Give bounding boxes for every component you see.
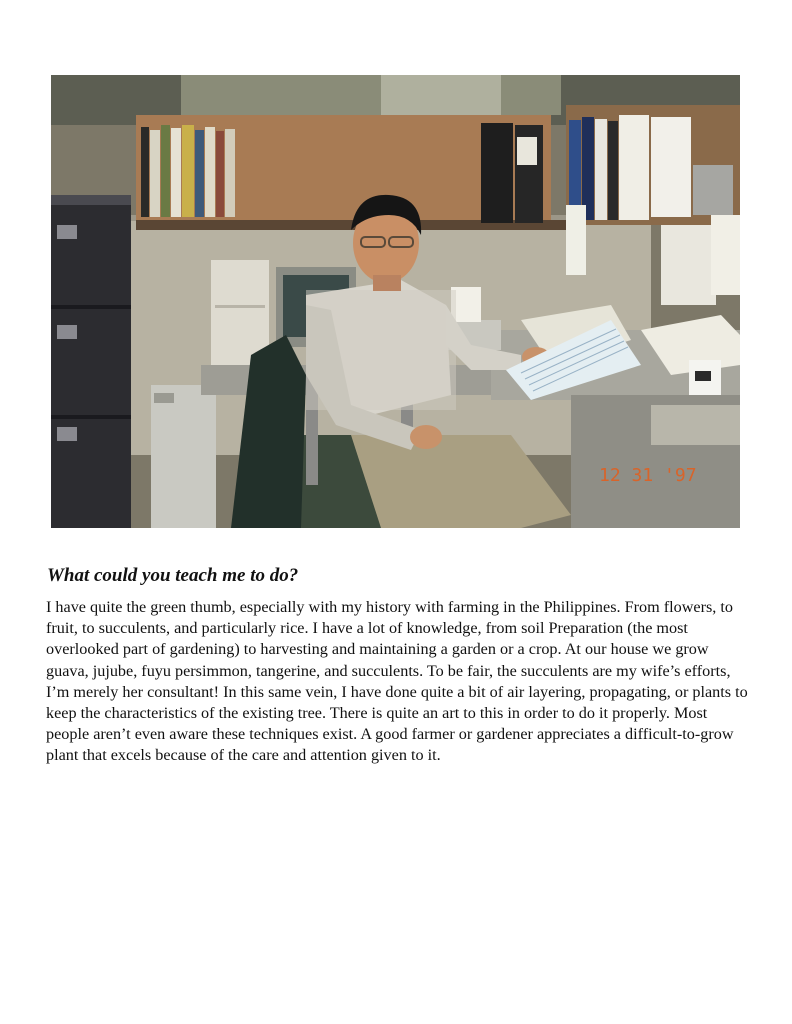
section-body-paragraph: I have quite the green thumb, especially with my history with farming in the Philippines. From flowers, to fruit, to succulents, and particularly rice. I have a lot of knowledge, from soil Preparation (the most overlooked part of gardening) to harvesting and maintaining a garden or a crop. At our house we grow guava, jujube, fuyu persimmon, tangerine, and succulents. To be fair, the succulents are my wife’s efforts, I’m merely her consultant! In this same vein, I have done quite a bit of air layering, propagating, or plants to keep the characteristics of the existing tree. There is quite an art to this in order to do it properly. Most people aren’t even aware these techniques exist. A good farmer or gardener appreciates a difficult-to-grow plant that excels because of the care and attention given to it. xyxy=(46,598,748,765)
photo-date-stamp: 12 31 '97 xyxy=(599,465,697,486)
section-heading: What could you teach me to do? xyxy=(47,565,299,586)
office-photo xyxy=(51,75,740,528)
